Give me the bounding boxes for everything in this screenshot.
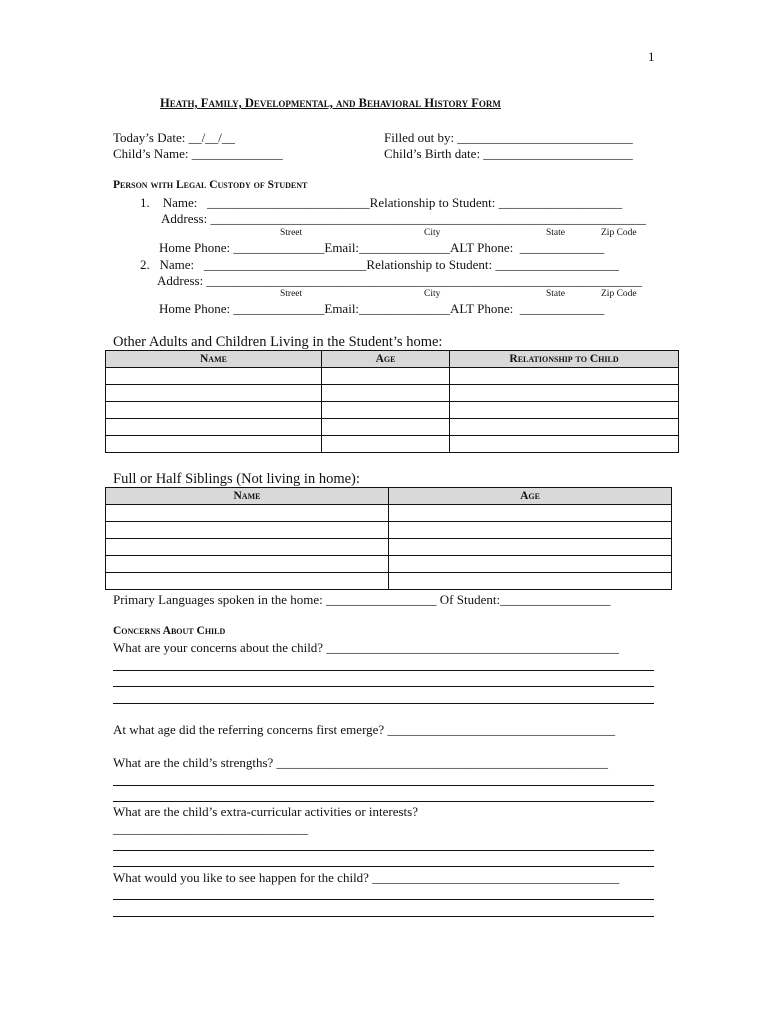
- table-row: [106, 556, 672, 573]
- zip-label: Zip Code: [601, 228, 637, 238]
- strengths-question[interactable]: What are the child’s strengths? ___________________________________________________: [113, 755, 609, 770]
- siblings-table: [105, 487, 672, 590]
- answer-line[interactable]: [113, 899, 654, 900]
- activities-answer-line[interactable]: ______________________________: [113, 821, 308, 836]
- answer-line[interactable]: [113, 785, 654, 786]
- desired-outcome-question[interactable]: What would you like to see happen for the child? ______________________________________: [113, 870, 620, 885]
- answer-line[interactable]: [113, 686, 654, 687]
- onset-age-question[interactable]: At what age did the referring concerns first emerge? ___________________________________: [113, 722, 615, 737]
- custodian-2-address-field[interactable]: Address: ___________________________________________________________________: [157, 273, 642, 288]
- answer-line[interactable]: [113, 801, 654, 802]
- state-label: State: [546, 228, 565, 238]
- other-adults-heading: Other Adults and Children Living in the Student’s home:: [113, 334, 443, 350]
- table-cell[interactable]: [322, 368, 450, 385]
- custodian-1-phone-field[interactable]: Home Phone: ______________Email:______________ALT Phone: _____________: [159, 240, 605, 255]
- answer-line[interactable]: [113, 703, 654, 704]
- table-cell[interactable]: [389, 573, 672, 590]
- other-adults-table: [105, 350, 679, 453]
- table-cell[interactable]: [389, 556, 672, 573]
- table-cell[interactable]: [106, 556, 389, 573]
- city-label: City: [424, 228, 441, 238]
- table-cell[interactable]: [450, 368, 679, 385]
- table-cell[interactable]: [106, 419, 322, 436]
- table-cell[interactable]: [106, 573, 389, 590]
- siblings-heading: Full or Half Siblings (Not living in home):: [113, 471, 360, 487]
- table-cell[interactable]: [106, 368, 322, 385]
- form-title: Heath, Family, Developmental, and Behavioral History Form: [160, 96, 501, 110]
- table-row: [106, 522, 672, 539]
- custodian-1-name-field[interactable]: 1. Name: _________________________Relationship to Student: ___________________: [140, 195, 623, 210]
- table-cell[interactable]: [106, 436, 322, 453]
- table-cell[interactable]: [322, 436, 450, 453]
- table-row: [106, 385, 679, 402]
- table-cell[interactable]: [106, 539, 389, 556]
- column-header-age: Age: [322, 351, 450, 368]
- street-label: Street: [280, 228, 303, 238]
- table-cell[interactable]: [450, 436, 679, 453]
- zip-label: Zip Code: [601, 289, 637, 299]
- column-header-relationship: Relationship to Child: [450, 351, 679, 368]
- todays-date-field[interactable]: Today’s Date: __/__/__: [113, 130, 235, 145]
- city-label: City: [424, 289, 441, 299]
- table-row: [106, 505, 672, 522]
- table-cell[interactable]: [322, 402, 450, 419]
- table-row: [106, 539, 672, 556]
- concerns-heading: Concerns About Child: [113, 625, 226, 637]
- table-cell[interactable]: [389, 505, 672, 522]
- answer-line[interactable]: [113, 670, 654, 671]
- table-cell[interactable]: [106, 522, 389, 539]
- custodian-2-name-field[interactable]: 2. Name: _________________________Relationship to Student: ___________________: [140, 257, 619, 272]
- table-cell[interactable]: [450, 385, 679, 402]
- table-cell[interactable]: [450, 419, 679, 436]
- table-cell[interactable]: [389, 539, 672, 556]
- street-label: Street: [280, 289, 303, 299]
- table-row: [106, 419, 679, 436]
- concerns-question[interactable]: What are your concerns about the child? _____________________________________________: [113, 640, 619, 655]
- languages-field[interactable]: Primary Languages spoken in the home: _________________ Of Student:_________________: [113, 592, 611, 607]
- table-row: [106, 436, 679, 453]
- table-cell[interactable]: [106, 402, 322, 419]
- answer-line[interactable]: [113, 866, 654, 867]
- state-label: State: [546, 289, 565, 299]
- table-cell[interactable]: [322, 385, 450, 402]
- childs-name-field[interactable]: Child’s Name: ______________: [113, 146, 283, 161]
- activities-question: What are the child’s extra-curricular activities or interests?: [113, 804, 418, 819]
- page-number: 1: [648, 49, 655, 64]
- filled-out-by-field[interactable]: Filled out by: ___________________________: [384, 130, 633, 145]
- table-cell[interactable]: [450, 402, 679, 419]
- table-row: [106, 573, 672, 590]
- custodian-1-address-field[interactable]: Address: ___________________________________________________________________: [161, 211, 646, 226]
- custody-heading: Person with Legal Custody of Student: [113, 179, 308, 191]
- answer-line[interactable]: [113, 850, 654, 851]
- table-cell[interactable]: [106, 505, 389, 522]
- birth-date-field[interactable]: Child’s Birth date: _______________________: [384, 146, 633, 161]
- column-header-name: Name: [106, 488, 389, 505]
- table-row: [106, 368, 679, 385]
- answer-line[interactable]: [113, 916, 654, 917]
- table-row: [106, 402, 679, 419]
- table-cell[interactable]: [106, 385, 322, 402]
- table-cell[interactable]: [389, 522, 672, 539]
- column-header-age: Age: [389, 488, 672, 505]
- table-cell[interactable]: [322, 419, 450, 436]
- column-header-name: Name: [106, 351, 322, 368]
- custodian-2-phone-field[interactable]: Home Phone: ______________Email:______________ALT Phone: _____________: [159, 301, 605, 316]
